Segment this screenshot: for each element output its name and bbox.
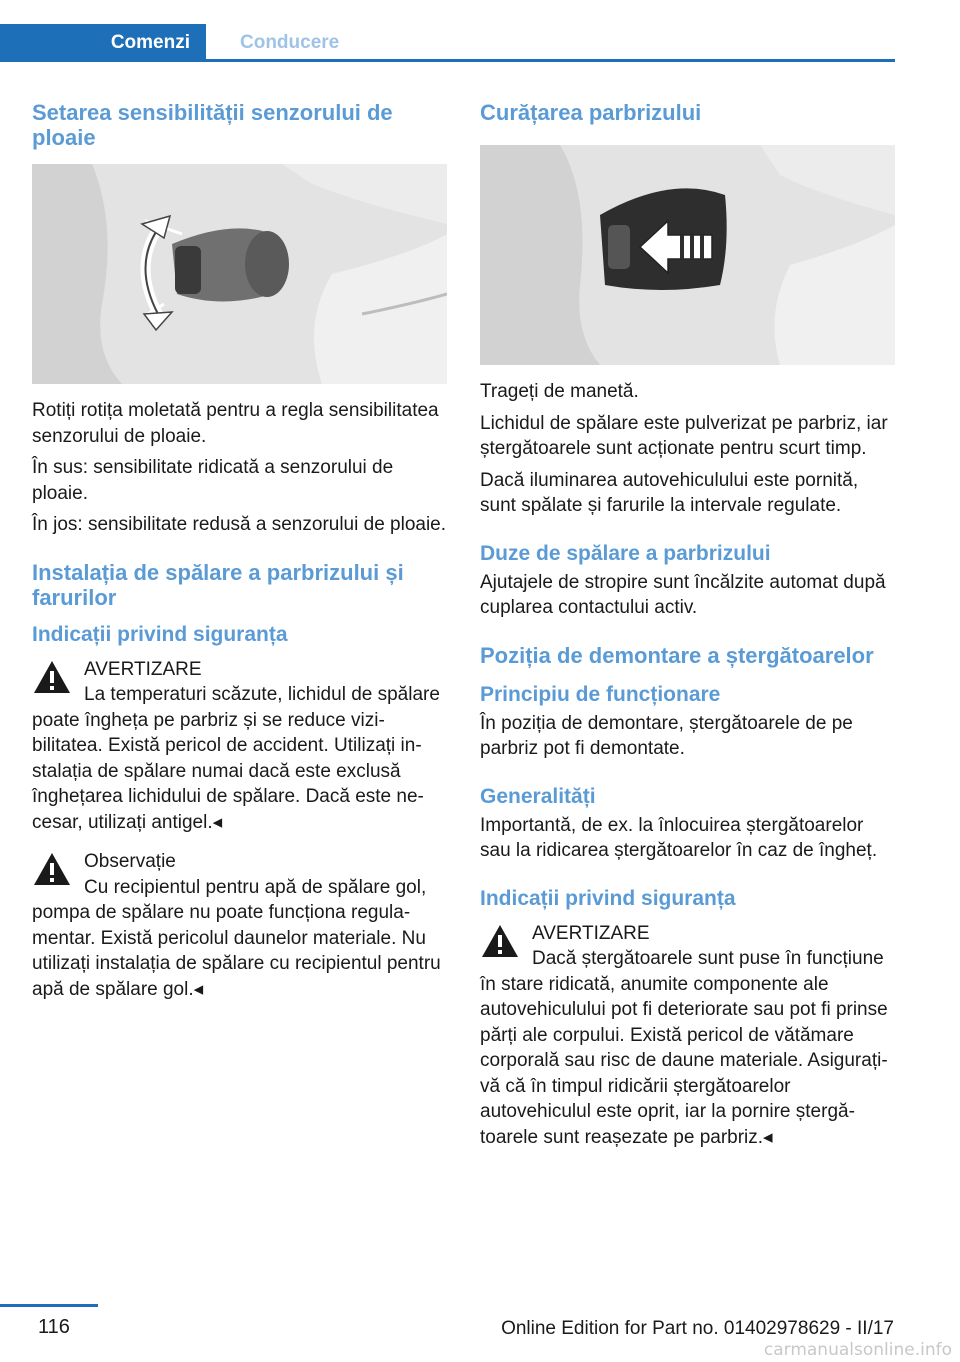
principle-text: În poziția de demontare, ștergătoarele de pe parbriz pot fi demontate. <box>480 712 853 759</box>
wiper-stalk-thumbwheel-image <box>32 164 447 384</box>
heading-washer-nozzles: Duze de spălare a parbrizului <box>480 541 771 565</box>
warning-block-wipers <box>480 921 895 1151</box>
left-column <box>32 100 447 1008</box>
wiper-stalk-pull-image <box>480 145 895 365</box>
chapter-tab-bar <box>0 24 895 62</box>
notice-label: Observație <box>84 851 176 872</box>
heading-functional-principle: Principiu de funcționare <box>480 682 721 706</box>
warning-label: AVERTIZARE <box>84 658 202 680</box>
heading-washer-system: Instalația de spălare a parbrizului și farurilor <box>32 559 404 610</box>
edition-info: Online Edition for Part no. 01402978629 - II/17 <box>501 1318 894 1339</box>
cleaning-text-3: Dacă iluminarea autovehiculului este pornită, sunt spălate și farurile la intervale regulate. <box>480 469 859 516</box>
warning-text-wipers: Dacă ștergătoarele sunt puse în funcțiune în stare ridicată, anumite componente ale autovehiculului pot fi deteriorate sau pot fi prinse părți ale corpului. Există pericol de vătămare corporală sau risc de daune materiale. Asigurați-vă că în timpul ridicării ștergătoarelor autovehiculul este oprit, iar la pornire ștergătoarele sunt reașezate pe parbriz.◂ <box>480 948 888 1148</box>
warning-text-freezing: La temperaturi scăzute, lichidul de spălare poate îngheța pe parbriz și se reduce vizibilitatea. Există pericol de accident. Utilizați instalația de spălare numai dacă este exclusă înghețarea lichidului de spălare. Dacă este necesar, utilizați antigel.◂ <box>32 684 440 833</box>
watermark: carmanualsonline.info <box>763 1340 952 1360</box>
warning-triangle-icon <box>32 851 72 887</box>
warning-triangle-icon <box>480 923 520 959</box>
heading-windshield-cleaning: Curățarea parbrizului <box>480 100 702 125</box>
heading-safety-notes-right: Indicații privind siguranța <box>480 886 736 910</box>
heading-general: Generalități <box>480 784 596 808</box>
page-number: 116 <box>38 1316 70 1338</box>
rain-sensor-text-1: Rotiți rotița moletată pentru a regla sensibilitatea senzorului de ploaie. <box>32 400 439 447</box>
footer-rule <box>0 1304 98 1307</box>
tab-conducere[interactable]: Conducere <box>240 32 340 53</box>
rain-sensor-text-3: În jos: sensibilitate redusă a senzorului de ploaie. <box>32 514 447 535</box>
warning-triangle-icon <box>32 659 72 695</box>
right-column <box>480 100 895 1156</box>
heading-wiper-service-position: Poziția de demontare a ștergătoarelor <box>480 642 874 668</box>
general-text: Importantă, de ex. la înlocuirea ștergătoarelor sau la ridicarea ștergătoarelor în caz de îngheț. <box>480 814 878 861</box>
header-rule <box>0 59 895 62</box>
cleaning-text-1: Trageți de manetă. <box>480 381 639 402</box>
notice-text-empty-reservoir: Cu recipientul pentru apă de spălare gol, pompa de spălare nu poate funcționa regulamentar. Există pericolul daunelor materiale. Nu utilizați instalația de spălare cu recipientul pentru apă de spălare gol.◂ <box>32 876 441 1000</box>
rain-sensor-text-2: În sus: sensibilitate ridicată a senzorului de ploaie. <box>32 457 394 504</box>
windshield-cleaning-figure <box>480 145 895 365</box>
warning-label-right: AVERTIZARE <box>532 922 650 944</box>
nozzles-text: Ajutajele de stropire sunt încălzite automat după cuplarea contactului activ. <box>480 571 886 618</box>
cleaning-text-2: Lichidul de spălare este pulverizat pe parbriz, iar ștergătoarele sunt acționate pentru scurt timp. <box>480 412 888 459</box>
heading-safety-notes: Indicații privind siguranța <box>32 622 288 646</box>
tab-comenzi[interactable]: Comenzi <box>0 24 206 59</box>
warning-block-freezing <box>32 657 447 836</box>
heading-rain-sensor: Setarea sensibilității senzorului de ploaie <box>32 100 393 150</box>
notice-block-empty-reservoir <box>32 849 447 1002</box>
rain-sensor-figure <box>32 164 447 384</box>
